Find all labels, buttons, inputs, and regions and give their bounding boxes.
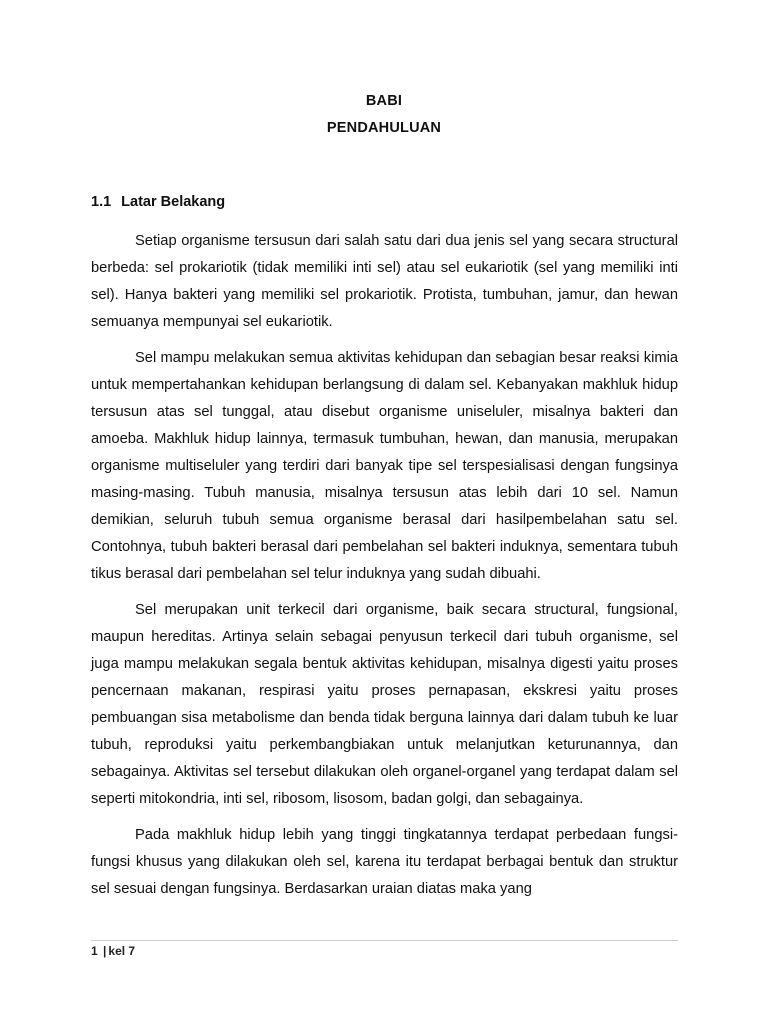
- body-text: [91, 228, 678, 912]
- footer-separator: |: [103, 944, 107, 958]
- chapter-title: PENDAHULUAN: [326, 120, 442, 136]
- section-heading: [91, 194, 225, 210]
- paragraph: Sel merupakan unit terkecil dari organisme, baik secara structural, fungsional, maupun hereditas. Artinya selain sebagai penyusun terkecil dari tubuh organisme, sel juga mampu melakukan segala bentuk aktivitas kehidupan, misalnya digesti yaitu proses pencernaan makanan, respirasi yaitu proses pernapasan, ekskresi yaitu proses pembuangan sisa metabolisme dan benda tidak berguna lainnya dari dalam tubuh ke luar tubuh, reproduksi yaitu perkembangbiakan untuk melanjutkan keturunannya, dan sebagainya. Aktivitas sel tersebut dilakukan oleh organel-organel yang terdapat dalam sel seperti mitokondria, inti sel, ribosom, lisosom, badan golgi, dan sebagainya.: [91, 602, 678, 807]
- page-number: 1: [91, 944, 98, 958]
- section-title: Latar Belakang: [121, 194, 226, 210]
- paragraph: Setiap organisme tersusun dari salah satu dari dua jenis sel yang secara structural berbeda: sel prokariotik (tidak memiliki inti sel) atau sel eukariotik (sel yang memiliki inti sel). Hanya bakteri yang memiliki sel prokariotik. Protista, tumbuhan, jamur, dan hewan semuanya mempunyai sel eukariotik.: [91, 233, 678, 330]
- section-number: 1.1: [91, 194, 112, 210]
- footer-divider: [91, 940, 678, 941]
- footer-label: kel 7: [108, 944, 136, 958]
- paragraph: Pada makhluk hidup lebih yang tinggi tingkatannya terdapat perbedaan fungsi-fungsi khusus yang dilakukan oleh sel, karena itu terdapat berbagai bentuk dan struktur sel sesuai dengan fungsinya. Berdasarkan uraian diatas maka yang: [91, 827, 678, 897]
- chapter-label: BABI: [365, 93, 403, 109]
- page-footer: [91, 944, 135, 958]
- paragraph: Sel mampu melakukan semua aktivitas kehidupan dan sebagian besar reaksi kimia untuk mempertahankan kehidupan berlangsung di dalam sel. Kebanyakan makhluk hidup tersusun atas sel tunggal, atau disebut organisme uniseluler, misalnya bakteri dan amoeba. Makhluk hidup lainnya, termasuk tumbuhan, hewan, dan manusia, merupakan organisme multiseluler yang terdiri dari banyak tipe sel terspesialisasi dengan fungsinya masing-masing. Tubuh manusia, misalnya tersusun atas lebih dari 10 sel. Namun demikian, seluruh tubuh semua organisme berasal dari hasilpembelahan satu sel. Contohnya, tubuh bakteri berasal dari pembelahan sel bakteri induknya, sementara tubuh tikus berasal dari pembelahan sel telur induknya yang sudah dibuahi.: [91, 350, 678, 582]
